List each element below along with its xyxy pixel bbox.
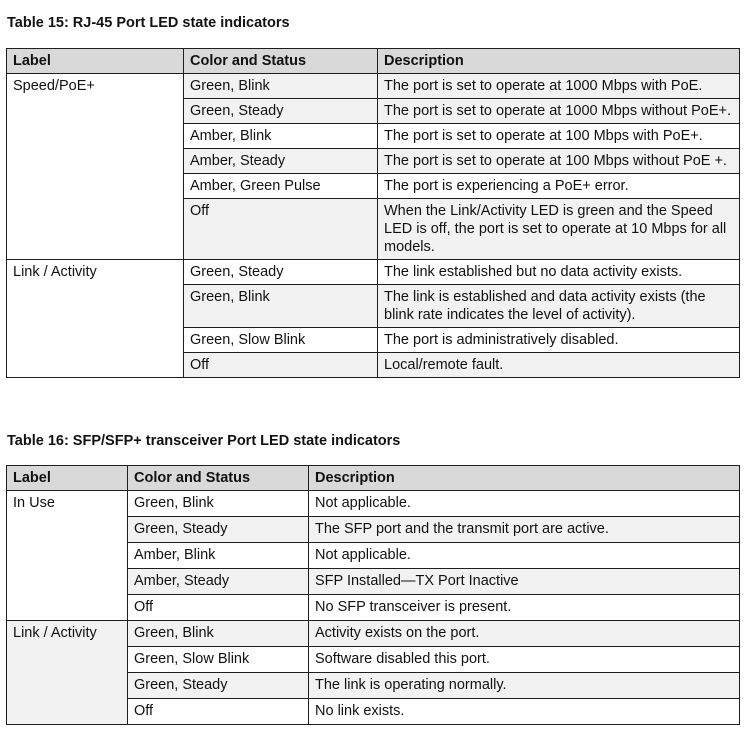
status-cell: Green, Steady [128,517,309,543]
description-cell: Not applicable. [309,491,740,517]
description-cell: The link established but no data activity exists. [378,260,740,285]
header-description: Description [378,49,740,74]
header-color-status: Color and Status [128,466,309,491]
table-header-row [7,49,740,74]
description-cell: When the Link/Activity LED is green and the Speed LED is off, the port is set to operate at 10 Mbps for all models. [378,199,740,260]
description-cell: The link is operating normally. [309,673,740,699]
status-cell: Green, Blink [128,491,309,517]
group-label: In Use [7,491,128,621]
header-label: Label [7,466,128,491]
table-row [7,260,740,285]
status-cell: Green, Steady [184,260,378,285]
table-header-row [7,466,740,491]
table-row [7,74,740,99]
status-cell: Off [184,353,378,378]
status-cell: Green, Steady [128,673,309,699]
table-row [7,491,740,517]
group-label: Link / Activity [7,621,128,725]
status-cell: Green, Blink [184,74,378,99]
description-cell: Software disabled this port. [309,647,740,673]
description-cell: The port is experiencing a PoE+ error. [378,174,740,199]
status-cell: Off [184,199,378,260]
description-cell: The port is set to operate at 100 Mbps with PoE+. [378,124,740,149]
description-cell: The port is set to operate at 100 Mbps without PoE +. [378,149,740,174]
status-cell: Green, Blink [128,621,309,647]
rj45-led-table [6,48,740,378]
description-cell: The port is administratively disabled. [378,328,740,353]
description-cell: Not applicable. [309,543,740,569]
status-cell: Amber, Steady [128,569,309,595]
status-cell: Amber, Green Pulse [184,174,378,199]
description-cell: SFP Installed—TX Port Inactive [309,569,740,595]
status-cell: Off [128,595,309,621]
group-label: Speed/PoE+ [7,74,184,260]
table-16-caption: Table 16: SFP/SFP+ transceiver Port LED state indicators [7,433,401,449]
description-cell: Local/remote fault. [378,353,740,378]
status-cell: Amber, Steady [184,149,378,174]
sfp-led-table [6,465,740,725]
description-cell: The port is set to operate at 1000 Mbps without PoE+. [378,99,740,124]
header-color-status: Color and Status [184,49,378,74]
table-row [7,621,740,647]
table-15-caption: Table 15: RJ-45 Port LED state indicators [7,15,290,31]
description-cell: No SFP transceiver is present. [309,595,740,621]
description-cell: Activity exists on the port. [309,621,740,647]
status-cell: Green, Steady [184,99,378,124]
description-cell: No link exists. [309,699,740,725]
description-cell: The port is set to operate at 1000 Mbps with PoE. [378,74,740,99]
status-cell: Green, Blink [184,285,378,328]
header-label: Label [7,49,184,74]
status-cell: Green, Slow Blink [184,328,378,353]
status-cell: Amber, Blink [184,124,378,149]
status-cell: Amber, Blink [128,543,309,569]
status-cell: Off [128,699,309,725]
group-label: Link / Activity [7,260,184,378]
description-cell: The SFP port and the transmit port are active. [309,517,740,543]
description-cell: The link is established and data activity exists (the blink rate indicates the level of activity). [378,285,740,328]
status-cell: Green, Slow Blink [128,647,309,673]
header-description: Description [309,466,740,491]
